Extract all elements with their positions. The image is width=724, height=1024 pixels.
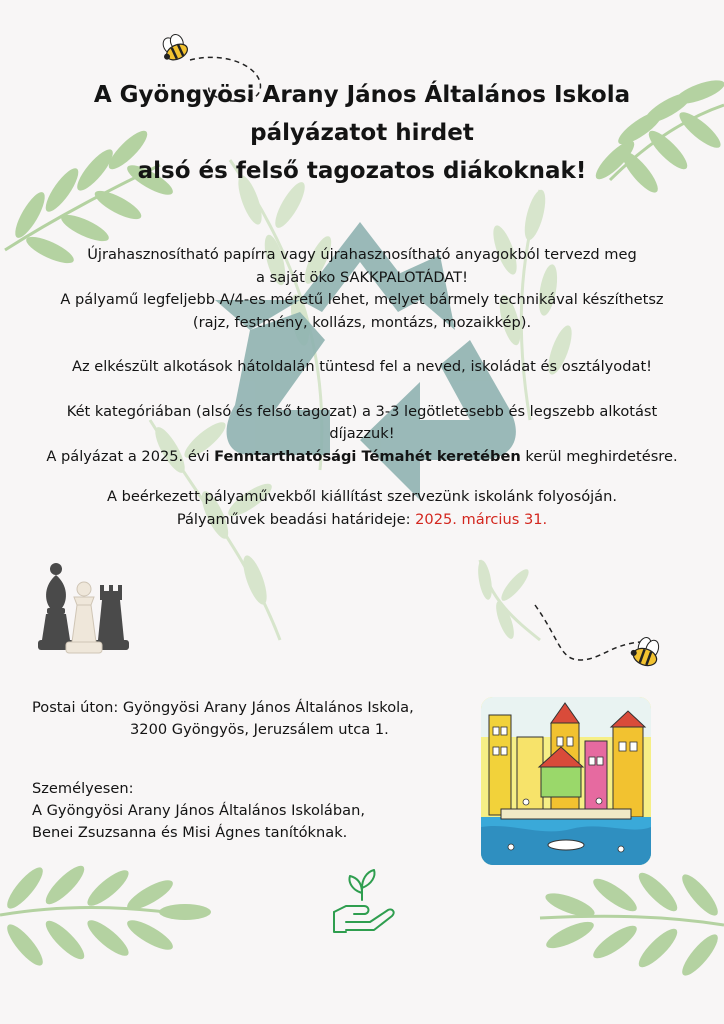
postal-contact [32,697,462,741]
postal-line-2: 3200 Gyöngyös, Jeruzsálem utca 1. [130,721,389,738]
postal-line-1: Postai úton: Gyöngyösi Arany János Általános Iskola, [32,699,414,716]
page-title [0,76,724,190]
personal-label: Személyesen: [32,780,134,797]
intro-line-4: (rajz, festmény, kollázs, montázs, mozaikkép). [192,313,532,331]
title-line-2: pályázatot hirdet [250,120,474,146]
award-bold: Fenntarthatósági Témahét keretében [214,447,521,465]
title-line-1: A Gyöngyösi Arany János Általános Iskola [93,82,631,108]
deadline-label: Pályaművek beadási határideje: [176,510,416,528]
personal-line-1: A Gyöngyösi Arany János Általános Iskolában, [32,802,365,819]
deadline-line [0,509,724,532]
title-line-3: alsó és felső tagozatos diákoknak! [137,158,587,184]
announcement-body [0,244,724,531]
intro-line-3: A pályamű legfeljebb A/4-es méretű lehet, melyet bármely technikával készíthetsz [60,291,664,308]
back-note: Az elkészült alkotások hátoldalán tüntesd fel a neved, iskoládat és osztályodat! [71,358,653,375]
intro-line-2: a saját öko SAKKPALOTÁDAT! [256,268,468,286]
chess-palace-illustration [481,697,651,865]
award-prefix: A pályázat a 2025. évi [46,447,215,465]
personal-contact [32,778,462,844]
personal-line-2: Benei Zsuzsanna és Misi Ágnes tanítóknak. [32,824,348,841]
award-line-1: Két kategóriában (alsó és felső tagozat) a 3-3 legötletesebb és legszebb alkotást [66,402,658,420]
award-suffix: kerül meghirdetésre. [520,447,678,465]
intro-line-1: Újrahasznosítható papírra vagy újrahasznosítható anyagokból tervezd meg [87,246,637,263]
award-line-3 [0,446,724,469]
exhibition-line: A beérkezett pályaművekből kiállítást szervezünk iskolánk folyosóján. [106,488,618,505]
deadline-value: 2025. március 31. [415,510,548,528]
award-line-2: díjazzuk! [329,425,395,442]
